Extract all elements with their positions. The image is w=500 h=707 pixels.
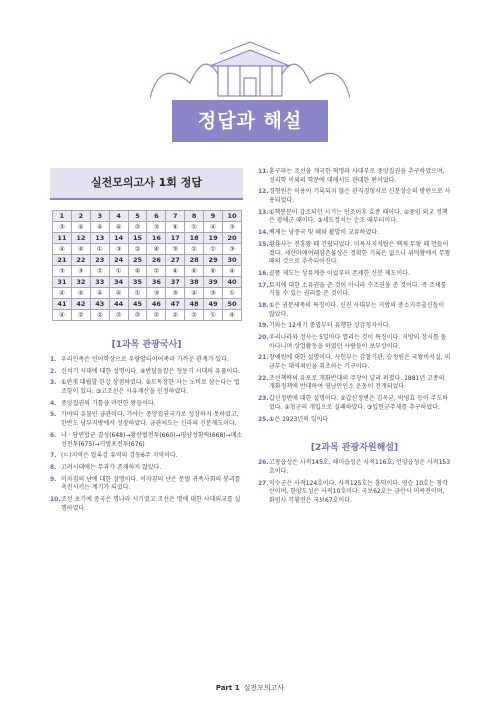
explanation-text: 백제는 남중국 및 왜와 활발히 교류하였다. xyxy=(269,229,379,237)
question-number: 44 xyxy=(109,299,128,310)
question-number: 24 xyxy=(109,255,128,266)
question-number: 5 xyxy=(128,211,147,222)
answer-value: ④ xyxy=(109,288,128,299)
page-footer xyxy=(0,683,500,693)
explanation-number: 15. xyxy=(258,240,269,248)
explanation-item xyxy=(50,452,243,461)
question-number: 12 xyxy=(71,233,90,244)
explanation-number: 13. xyxy=(258,208,269,216)
page-banner-title: 정답과 해설 xyxy=(172,100,328,142)
explanation-item xyxy=(258,229,451,238)
answer-value: ④ xyxy=(185,288,204,299)
explanation-number: 4. xyxy=(50,399,57,407)
answer-number-row xyxy=(53,233,242,244)
explanation-number: 22. xyxy=(258,374,269,382)
explanation-item xyxy=(258,168,451,185)
explanation-text: 고려시대에는 무과가 존재하지 않았다. xyxy=(61,463,162,471)
explanation-number: 12. xyxy=(258,188,269,196)
explanation-number: 16. xyxy=(258,269,269,277)
answer-value: ④ xyxy=(53,288,72,299)
explanation-number: 17. xyxy=(258,281,269,289)
answer-value: ① xyxy=(109,266,128,277)
explanation-number: 10. xyxy=(50,495,61,503)
explanation-text: 경형원은 이용이 기록되지 않은 관직경형서로 신분상승의 방편으로 사용되었다. xyxy=(269,188,451,205)
answer-value: ① xyxy=(185,222,204,233)
question-number: 36 xyxy=(147,277,166,288)
explanation-item xyxy=(258,188,451,205)
explanation-item xyxy=(50,476,243,493)
answer-value: ③ xyxy=(147,288,166,299)
question-number: 45 xyxy=(128,299,147,310)
question-number: 19 xyxy=(204,233,223,244)
question-number: 18 xyxy=(185,233,204,244)
answer-value: ② xyxy=(109,310,128,321)
explanation-number: 9. xyxy=(50,475,57,483)
explanation-text: 고창읍성은 사적145호, 해미읍성은 사적116호, 언양읍성은 사적153호이다. xyxy=(269,459,451,475)
explanation-item xyxy=(50,432,243,449)
answer-value-row xyxy=(53,222,242,233)
explanation-number: 3. xyxy=(50,379,57,387)
answer-value: ① xyxy=(223,288,242,299)
explanation-number: 8. xyxy=(50,463,57,471)
answer-number-row xyxy=(53,299,242,310)
explanation-number: 26. xyxy=(258,459,269,467)
explanation-number: 2. xyxy=(50,367,57,375)
explanation-text: 조선책략의 유포로 개화반대의 주장이 널리 퍼졌다. 1881년 고종의 개화정책에 반대하여 영남만인소 운동이 전개되었다. xyxy=(269,374,445,391)
question-number: 33 xyxy=(90,277,109,288)
answer-value: ④ xyxy=(71,244,90,255)
explanation-item xyxy=(258,375,451,392)
question-number: 7 xyxy=(166,211,185,222)
answer-table xyxy=(52,210,242,321)
answer-value: ③ xyxy=(223,244,242,255)
answer-number-row xyxy=(53,277,242,288)
answer-section-title: 실전모의고사 1회 정답 xyxy=(50,168,243,200)
explanation-text: 우리민족은 언어학상으로 우랄알타이어족과 가까운 관계가 있다. xyxy=(61,356,229,363)
answer-value: ① xyxy=(185,244,204,255)
section-2-heading: [2과목 관광자원해설] xyxy=(310,443,399,454)
answer-value: ③ xyxy=(223,222,242,233)
answer-value: ③ xyxy=(166,288,185,299)
answer-value: ④ xyxy=(128,266,147,277)
explanation-text: 훈구파는 조선을 개국한 혁명파 사대부로 중앙집권을 추구하였으며, 성리학 이외의 학문에 대해서도 관대한 편이었다. xyxy=(269,168,445,184)
explanation-item xyxy=(258,416,451,425)
question-number: 40 xyxy=(223,277,242,288)
question-number: 13 xyxy=(90,233,109,244)
answer-value: ④ xyxy=(90,222,109,233)
answer-value: ① xyxy=(204,244,223,255)
question-number: 1 xyxy=(53,211,72,222)
question-number: 15 xyxy=(128,233,147,244)
explanation-text: 신석기 시대에 대한 설명이다. ④반달돌칼은 청동기 시대의 유물이다. xyxy=(61,367,241,375)
question-number: 43 xyxy=(90,299,109,310)
explanation-item xyxy=(50,496,243,513)
section-1-heading: [1과목 관광국사] xyxy=(111,340,182,350)
explanation-number: 21. xyxy=(258,354,269,362)
answer-value: ② xyxy=(90,266,109,277)
explanation-number: 23. xyxy=(258,395,269,403)
question-number: 46 xyxy=(147,299,166,310)
explanation-item xyxy=(50,400,243,409)
question-number: 2 xyxy=(71,211,90,222)
explanation-item xyxy=(258,354,451,371)
answer-value: ③ xyxy=(147,222,166,233)
question-number: 35 xyxy=(128,277,147,288)
explanation-item xyxy=(258,395,451,412)
left-explanations xyxy=(50,356,243,513)
explanation-text: 가야의 유물인 금관이다. 가야는 중앙집권국가로 성장하지 못하였고, 한반도 남부지방에서 성장하였다. 금관처도는 신라의 신분제도이다. xyxy=(61,411,239,428)
explanation-text: 토지에 대한 소유권을 준 것이 아니라 수조권을 준 것이다. 즉 조세를 거둘 수 있는 권리를 준 것이다. xyxy=(269,281,447,298)
explanation-number: 19. xyxy=(258,322,269,330)
answer-value: ③ xyxy=(204,288,223,299)
explanation-number: 5. xyxy=(50,411,57,419)
question-number: 26 xyxy=(147,255,166,266)
explanation-number: 27. xyxy=(258,479,269,487)
answer-value: ⑥ xyxy=(204,266,223,277)
answer-value: ④ xyxy=(223,310,242,321)
question-number: 41 xyxy=(53,299,72,310)
question-number: 22 xyxy=(71,255,90,266)
question-number: 3 xyxy=(90,211,109,222)
answer-value: ② xyxy=(128,310,147,321)
question-number: 8 xyxy=(185,211,204,222)
explanation-item xyxy=(50,411,243,428)
explanation-item xyxy=(258,480,451,506)
answer-value: ⑥ xyxy=(185,266,204,277)
explanation-item xyxy=(258,241,451,267)
explanation-item xyxy=(258,270,451,279)
answer-value: ② xyxy=(166,310,185,321)
answer-value: ② xyxy=(128,244,147,255)
explanation-text: 기와는 12세기 중엽부터 유행한 상감청자이다. xyxy=(269,322,391,330)
question-number: 39 xyxy=(204,277,223,288)
question-number: 47 xyxy=(166,299,185,310)
answer-value: ② xyxy=(90,310,109,321)
answer-number-row xyxy=(53,255,242,266)
explanation-text: ①연개 대립할 한강 상점하였다. ②도독장한 자는 노비로 삼는다는 법조항이 있다. ③고조선은 사유재산을 인정하였다. xyxy=(61,379,240,396)
explanation-text: 황룡사는 진흥왕 때 건립되었다. 미륵사지석탑은 백제 무왕 때 만들어졌다. 세산마애여래삼존불상은 정확한 기록은 없으나 위덕왕에서 무왕 때의 것으로 추측되어진다. xyxy=(269,240,451,266)
explanation-item xyxy=(50,464,243,473)
question-number: 28 xyxy=(185,255,204,266)
explanation-text: 우리나라와 정사는 5일마다 열리는 것이 특징이다. 지방의 장시를 돌아다니며 상업활동을 하였던 사람들이 보부상이다. xyxy=(269,334,447,350)
question-number: 4 xyxy=(109,211,128,222)
answer-value-row xyxy=(53,310,242,321)
question-number: 17 xyxy=(166,233,185,244)
answer-value: ② xyxy=(71,310,90,321)
answer-value: ④ xyxy=(166,266,185,277)
explanation-number: 7. xyxy=(50,452,57,460)
explanation-text: ①은 권문세족의 특징이다. 신진 사대부는 지방의 중소지주출신들이 많았다. xyxy=(269,301,445,318)
answer-value-row xyxy=(53,288,242,299)
question-number: 37 xyxy=(166,277,185,288)
answer-value: ④ xyxy=(53,244,72,255)
footer-part: Part 1 xyxy=(215,684,240,692)
explanation-item xyxy=(50,368,243,377)
question-number: 25 xyxy=(128,255,147,266)
right-explanations-b xyxy=(258,459,451,505)
question-number: 23 xyxy=(90,255,109,266)
answer-value-row xyxy=(53,266,242,277)
explanation-item xyxy=(50,356,243,365)
explanation-item xyxy=(258,334,451,351)
question-number: 42 xyxy=(71,299,90,310)
explanation-item xyxy=(258,302,451,319)
explanation-number: 11. xyxy=(258,168,269,175)
answer-value: ① xyxy=(90,244,109,255)
explanation-text: 갑신정변에 대한 설명이다. ①갑신정변은 김옥균, 박영효 등이 주도하였다. ②청군의 개입으로 실패하였다. ③입헌군주제를 추구하였다. xyxy=(269,395,449,411)
answer-value: ① xyxy=(204,310,223,321)
question-number: 50 xyxy=(223,299,242,310)
footer-label: 실전모의고사 xyxy=(243,684,285,692)
explanation-number: 6. xyxy=(50,431,57,439)
answer-value-row xyxy=(53,244,242,255)
palace-illustration xyxy=(150,38,350,98)
answer-number-row xyxy=(53,211,242,222)
answer-value: ③ xyxy=(53,222,72,233)
answer-value: ④ xyxy=(71,222,90,233)
answer-value: ② xyxy=(128,222,147,233)
answer-value: ④ xyxy=(223,266,242,277)
explanation-text: ①은 1923년의 일이다 xyxy=(269,415,329,423)
question-number: 49 xyxy=(204,299,223,310)
answer-value: ② xyxy=(147,266,166,277)
explanation-item xyxy=(258,282,451,299)
explanation-number: 1. xyxy=(50,356,57,363)
answer-value: ④ xyxy=(204,222,223,233)
answer-value: ④ xyxy=(166,222,185,233)
answer-value: ④ xyxy=(90,288,109,299)
right-column xyxy=(258,168,451,509)
answer-value: ② xyxy=(147,310,166,321)
question-number: 34 xyxy=(109,277,128,288)
question-number: 21 xyxy=(53,255,72,266)
answer-value: ③ xyxy=(166,244,185,255)
answer-value: ④ xyxy=(71,288,90,299)
explanation-text: 나 · 당연합군 결성(648)→황산벌전투(660)→평양성함락(668)→매소성전투(675)→기벌포전투(676) xyxy=(61,431,243,448)
explanation-item xyxy=(258,459,451,476)
question-number: 27 xyxy=(166,255,185,266)
question-number: 31 xyxy=(53,277,72,288)
explanation-text: 이자겸의 난에 대한 설명이다. 이자겸의 난은 문벌 귀족사회의 붕괴를 촉진시키는 계기가 되었다. xyxy=(61,475,241,492)
answer-value: ③ xyxy=(109,244,128,255)
question-number: 20 xyxy=(223,233,242,244)
question-number: 14 xyxy=(109,233,128,244)
question-number: 48 xyxy=(185,299,204,310)
answer-value: ① xyxy=(128,288,147,299)
answer-value: ④ xyxy=(53,310,72,321)
explanation-item xyxy=(50,379,243,396)
explanation-text: 중앙집권의 기틀을 마련한 왕들이다. xyxy=(61,399,156,407)
explanation-item xyxy=(258,322,451,331)
explanation-text: 조선 초기에 중국은 명나라 시기였고 조선은 명에 대한 사대외교를 실행하였다. xyxy=(61,495,241,512)
question-number: 10 xyxy=(223,211,242,222)
question-number: 6 xyxy=(147,211,166,222)
answer-value: ④ xyxy=(109,222,128,233)
answer-value: ② xyxy=(185,310,204,321)
question-number: 11 xyxy=(53,233,72,244)
question-number: 30 xyxy=(223,255,242,266)
explanation-text: 익수군은 사적124호이다. 사적125호는 흥덕이다. 영승 10호는 창각산이며, 한양도성은 사적10호이다. 국보62호는 금산사 미륵전이며, 화엄사 각황전은 국보67호이다. xyxy=(269,479,449,504)
question-number: 16 xyxy=(147,233,166,244)
answer-value: ③ xyxy=(53,266,72,277)
explanation-number: 14. xyxy=(258,229,269,237)
answer-value: ④ xyxy=(147,244,166,255)
explanation-number: 20. xyxy=(258,334,269,341)
question-number: 32 xyxy=(71,277,90,288)
question-number: 38 xyxy=(185,277,204,288)
explanation-item xyxy=(258,209,451,226)
explanation-text: (ㄷ)지역은 압록강 유역의 강동6주 지역이다. xyxy=(61,452,178,460)
explanation-number: 25. xyxy=(258,415,269,423)
left-column xyxy=(50,168,243,516)
explanation-text: ①책봉문이 갑조되던 시기는 인조이후 효종 때이다. ②중임 외교 정책은 광해군 때이다. ③세도정치는 순조 때부터이다. xyxy=(269,208,448,225)
explanation-number: 18. xyxy=(258,301,269,309)
answer-value: ③ xyxy=(71,266,90,277)
question-number: 29 xyxy=(204,255,223,266)
question-number: 9 xyxy=(204,211,223,222)
right-explanations-a xyxy=(258,168,451,424)
explanation-text: 장예원에 대한 설명이다. 사헌부는 감찰기관, 승정원은 국왕비서실, 의금부는 대역죄인을 취조하는 기구이다. xyxy=(269,354,451,371)
explanation-text: 골품 제도는 상류계층 이었부터 존재한 신분 제도이다. xyxy=(269,269,410,277)
